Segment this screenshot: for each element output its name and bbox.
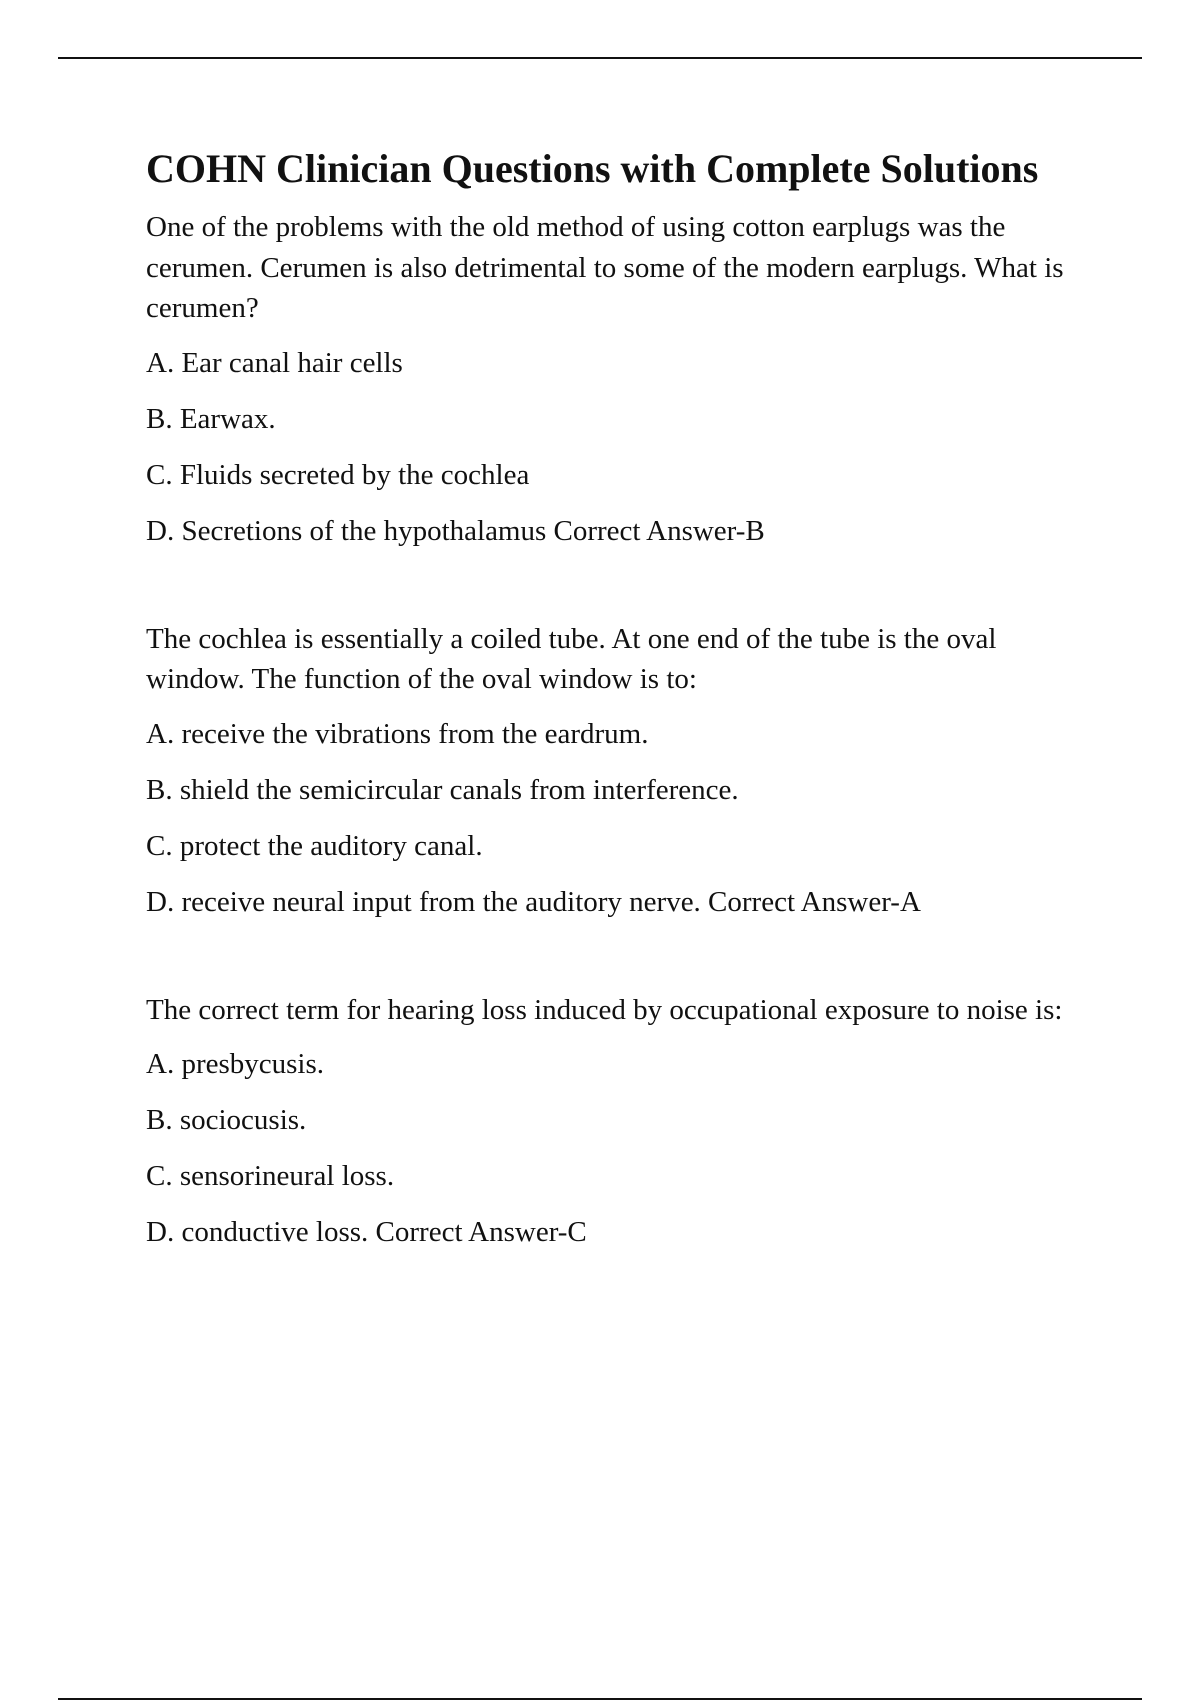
answer-option-with-correct-answer: D. conductive loss. Correct Answer-C — [146, 1216, 587, 1248]
answer-option: C. Fluids secreted by the cochlea — [146, 458, 530, 491]
question-stem: The correct term for hearing loss induced by occupational exposure to noise is: — [146, 993, 1063, 1026]
document-body — [146, 143, 1076, 1266]
answer-option: B. sociocusis. — [146, 1104, 307, 1136]
question-stem: The cochlea is essentially a coiled tube. At one end of the tube is the oval window. The function of the oval window is to: — [146, 622, 997, 695]
question-stem: One of the problems with the old method of using cotton earplugs was the cerumen. Cerumen is also detrimental to some of the modern earplugs. What is cerumen? — [146, 211, 1064, 324]
header-rule — [58, 57, 1142, 59]
question-2 — [146, 619, 1076, 924]
answer-option: A. receive the vibrations from the eardrum. — [146, 717, 649, 750]
answer-option-with-correct-answer: D. Secretions of the hypothalamus Correct Answer-B — [146, 514, 765, 547]
question-1 — [146, 207, 1076, 553]
question-3 — [146, 990, 1076, 1255]
answer-option: B. Earwax. — [146, 402, 276, 435]
answer-option: C. protect the auditory canal. — [146, 829, 483, 862]
answer-option: A. Ear canal hair cells — [146, 346, 403, 379]
answer-option: C. sensorineural loss. — [146, 1160, 395, 1192]
answer-option: A. presbycusis. — [146, 1048, 325, 1080]
answer-option-with-correct-answer: D. receive neural input from the auditory nerve. Correct Answer-A — [146, 885, 921, 918]
answer-option: B. shield the semicircular canals from interference. — [146, 773, 739, 806]
document-title: COHN Clinician Questions with Complete Solutions — [146, 146, 1039, 191]
